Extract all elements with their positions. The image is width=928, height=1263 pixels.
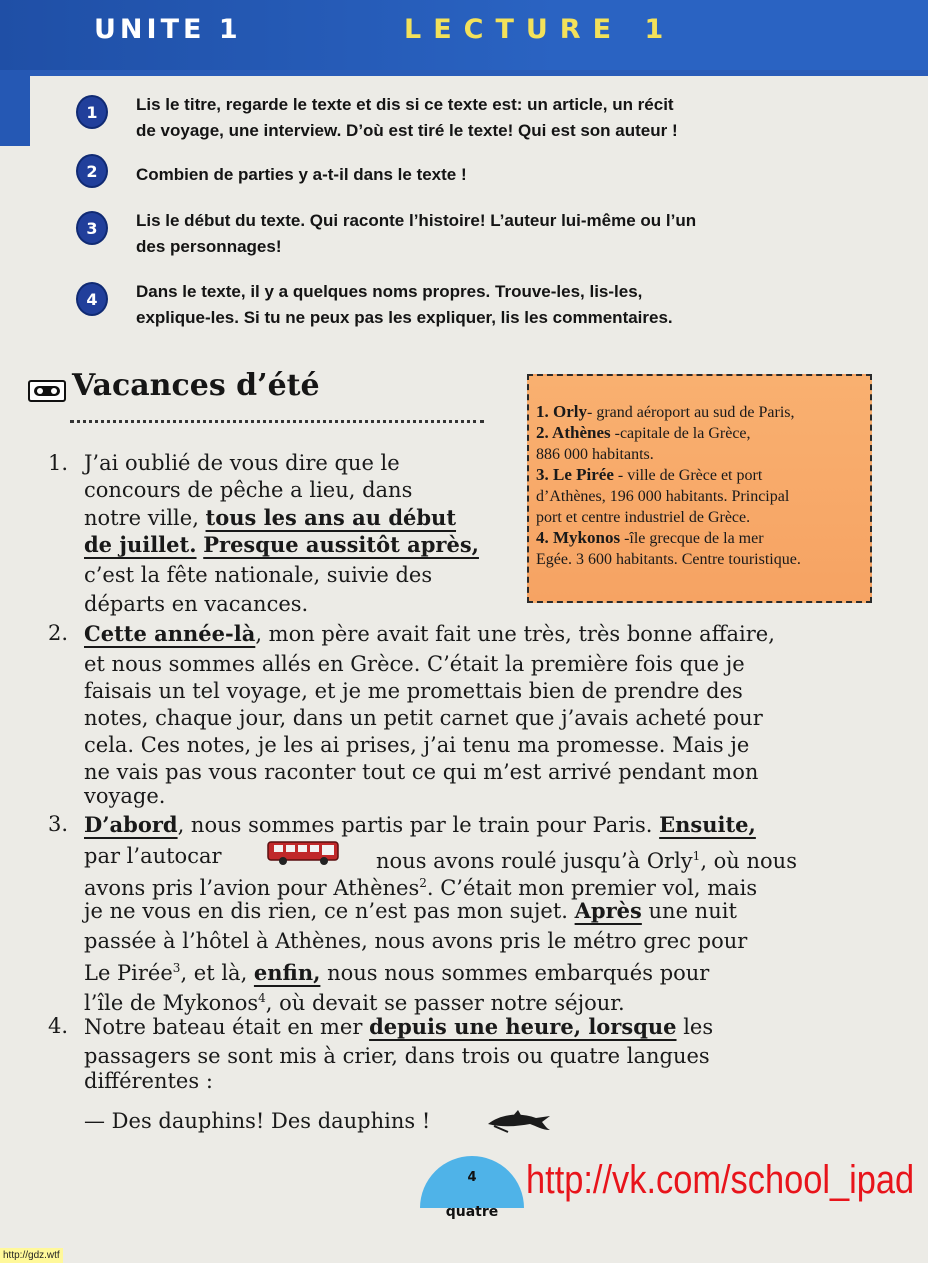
glossary-line-2: 2. Athènes -capitale de la Grèce, (536, 423, 751, 442)
underlined-time-expression: tous les ans au début (205, 505, 457, 530)
header-left-bar (0, 70, 30, 146)
dolphin-icon (484, 1108, 556, 1134)
paragraph-4-line-2: passagers se sont mis à crier, dans trois ou quatre langues (84, 1044, 710, 1068)
paragraph-1-line-4 (84, 531, 479, 559)
paragraph-4-number: 4. (48, 1014, 69, 1038)
paragraph-2-line-2: et nous sommes allés en Grèce. C’était la première fois que je (84, 652, 745, 676)
question-3-line-2: des personnages! (136, 237, 282, 256)
paragraph-3-line-6: Le Pirée$^3$, et là, enfin, nous nous sommes embarqués pour (84, 960, 710, 985)
glossary-line-1: 1. Orly- grand aéroport au sud de Paris, (536, 402, 795, 421)
question-2-badge: 2 (76, 154, 108, 188)
paragraph-2-line-5: cela. Ces notes, je les ai prises, j’ai tenu ma promesse. Mais je (84, 733, 750, 757)
paragraph-3-line-2b: nous avons roulé jusqu’à Orly$^1$, où nous (376, 849, 797, 873)
question-1-line-1: Lis le titre, regarde le texte et dis si ce texte est: un article, un récit (136, 95, 674, 114)
paragraph-1-line-5: c’est la fête nationale, suivie des (84, 563, 433, 587)
question-4-line-1: Dans le texte, il y a quelques noms propres. Trouve-les, lis-les, (136, 282, 643, 301)
page-number-word: quatre (445, 1204, 499, 1220)
paragraph-2-line-6: ne vais pas vous raconter tout ce qui m’est arrivé pendant mon (84, 760, 759, 784)
paragraph-1-number: 1. (48, 451, 69, 475)
underlined-time-expression: Presque aussitôt après, (203, 532, 479, 557)
reading-title: Vacances d’été (72, 368, 320, 403)
paragraph-1-line-3: notre ville, tous les ans au début (84, 505, 457, 530)
paragraph-4-line-1: Notre bateau était en mer depuis une heure, lorsque les (84, 1014, 714, 1039)
underlined-time-expression: de juillet. (84, 532, 197, 557)
glossary-line-5: d’Athènes, 196 000 habitants. Principal (536, 488, 790, 505)
question-1-text (136, 92, 816, 144)
paragraph-2-line-4: notes, chaque jour, dans un petit carnet que j’avais acheté pour (84, 706, 763, 730)
paragraph-2-line-1: Cette année-là, mon père avait fait une très, très bonne affaire, (84, 621, 775, 646)
paragraph-2-number: 2. (48, 621, 69, 645)
underlined-sequence-word: enfin, (253, 960, 321, 985)
underlined-sequence-word: D’abord (84, 812, 178, 837)
question-3-text (136, 208, 816, 260)
paragraph-3-line-4: je ne vous en dis rien, ce n’est pas mon sujet. Après une nuit (84, 898, 737, 923)
header-bottom-strip (30, 70, 928, 76)
title-dotted-rule (70, 420, 484, 423)
question-3-line-1: Lis le début du texte. Qui raconte l’histoire! L’auteur lui-même ou l’un (136, 211, 697, 230)
paragraph-3-line-7: l’île de Mykonos$^4$, où devait se passer notre séjour. (84, 991, 625, 1015)
glossary-line-8: Egée. 3 600 habitants. Centre touristique. (536, 551, 801, 568)
question-4-text (136, 279, 816, 331)
bus-icon (266, 839, 342, 867)
glossary-line-3: 886 000 habitants. (536, 446, 654, 463)
paragraph-3-number: 3. (48, 812, 69, 836)
question-1-badge: 1 (76, 95, 108, 129)
underlined-sequence-word: Après (574, 898, 642, 923)
glossary-line-7: 4. Mykonos -île grecque de la mer (536, 528, 764, 547)
paragraph-4-line-3: différentes : (84, 1069, 213, 1093)
paragraph-2-line-7: voyage. (84, 784, 166, 808)
question-3-badge: 3 (76, 211, 108, 245)
page-number: 4 (467, 1170, 477, 1185)
paragraph-3-line-3: avons pris l’avion pour Athènes$^2$. C’était mon premier vol, mais (84, 876, 758, 900)
site-tag[interactable]: http://gdz.wtf (0, 1248, 63, 1263)
cassette-icon (28, 380, 66, 402)
glossary-line-4: 3. Le Pirée - ville de Grèce et port (536, 465, 763, 484)
underlined-time-expression: depuis une heure, lorsque (369, 1014, 677, 1039)
question-1-line-2: de voyage, une interview. D’où est tiré le texte! Qui est son auteur ! (136, 121, 678, 140)
question-4-line-2: explique-les. Si tu ne peux pas les expliquer, lis les commentaires. (136, 308, 673, 327)
paragraph-3-line-5: passée à l’hôtel à Athènes, nous avons pris le métro grec pour (84, 929, 748, 953)
question-2-text (136, 162, 816, 188)
unit-label: UNITE 1 (94, 14, 242, 45)
paragraph-1-line-1: J’ai oublié de vous dire que le (84, 451, 400, 475)
paragraph-2-line-3: faisais un tel voyage, et je me promettais bien de prendre des (84, 679, 743, 703)
underlined-sequence-word: Ensuite, (659, 812, 756, 837)
paragraph-4-line-4: — Des dauphins! Des dauphins ! (84, 1109, 431, 1133)
underlined-time-expression: Cette année-là (84, 621, 256, 646)
question-2-line-1: Combien de parties y a-t-il dans le texte ! (136, 165, 467, 184)
watermark-url[interactable]: http://vk.com/school_ipad (526, 1158, 915, 1202)
paragraph-1-line-2: concours de pêche a lieu, dans (84, 478, 413, 502)
paragraph-3-line-1: D’abord, nous sommes partis par le train pour Paris. Ensuite, (84, 812, 756, 837)
glossary-line-6: port et centre industriel de Grèce. (536, 509, 751, 526)
question-4-badge: 4 (76, 282, 108, 316)
paragraph-1-line-6: départs en vacances. (84, 592, 309, 616)
paragraph-3-line-2a: par l’autocar (84, 844, 222, 868)
lesson-label: LECTURE 1 (404, 14, 676, 45)
